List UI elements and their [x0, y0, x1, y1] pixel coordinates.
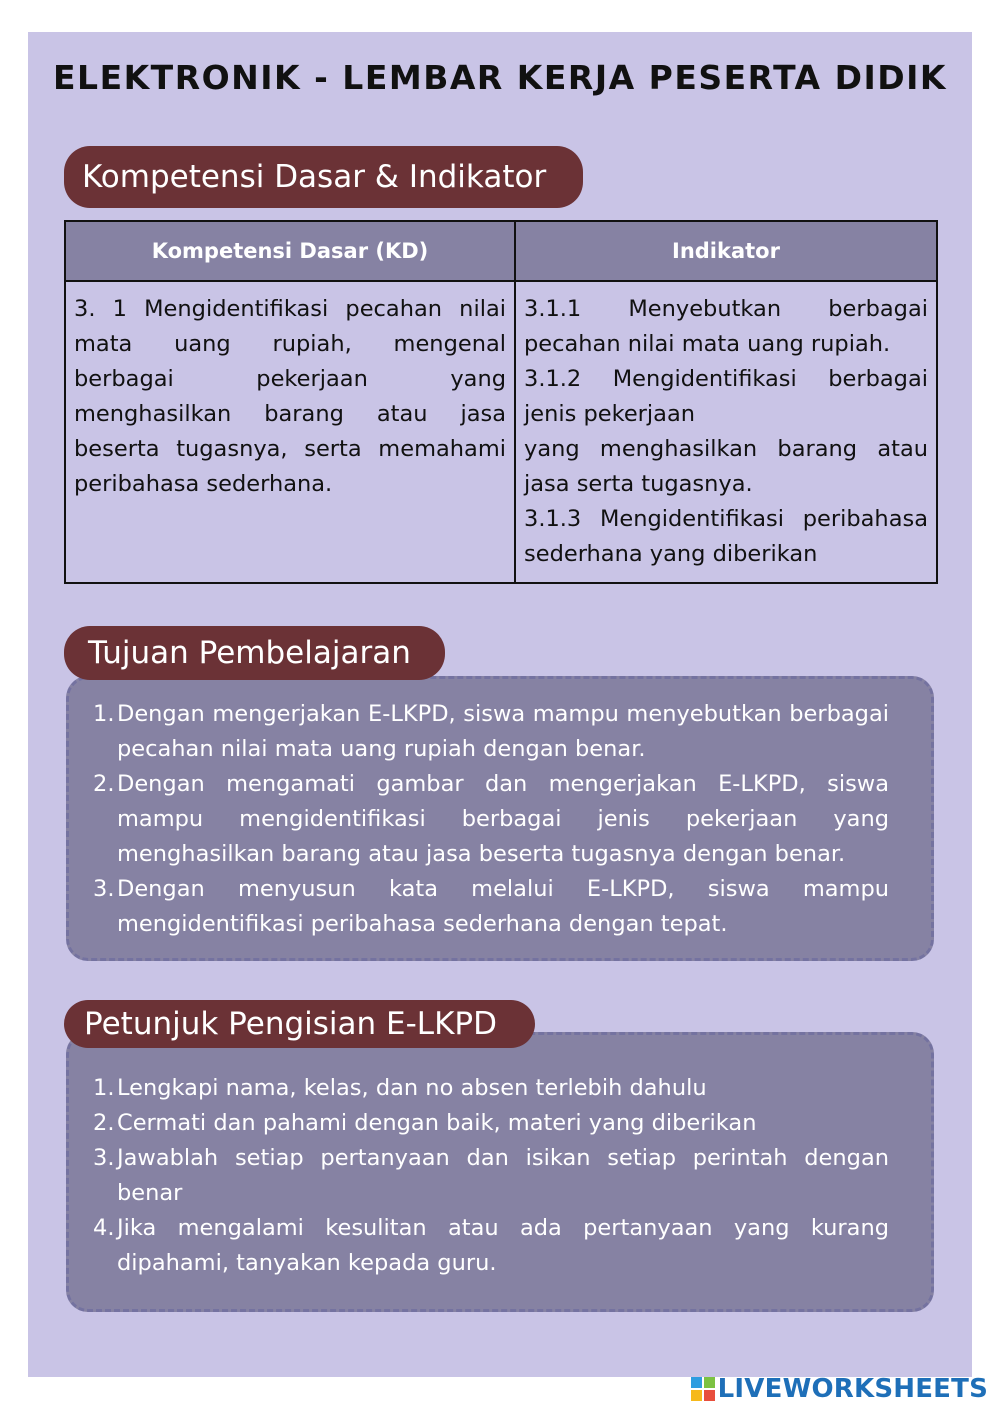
petunjuk-section-heading: [64, 1000, 535, 1048]
liveworksheets-logo[interactable]: [691, 1374, 988, 1404]
kd-section-heading: [64, 146, 583, 208]
tujuan-section-heading: [64, 626, 445, 680]
kd-table-header-row: [65, 221, 937, 281]
petunjuk-box: [66, 1032, 934, 1312]
indicator-line: 3.1.3 Mengidentifikasi peribahasa sederhana yang diberikan: [524, 506, 928, 567]
document-title: ELEKTRONIK - LEMBAR KERJA PESERTA DIDIK: [53, 58, 947, 97]
kd-section-heading-text: Kompetensi Dasar & Indikator: [82, 158, 547, 195]
petunjuk-section-heading-text: Petunjuk Pengisian E-LKPD: [84, 1005, 497, 1042]
indicator-line: 3.1.1 Menyebutkan berbagai pecahan nilai mata uang rupiah.: [524, 296, 928, 357]
list-item: 3. Jawablah setiap pertanyaan dan isikan setiap perintah dengan benar: [93, 1145, 889, 1206]
list-item: 1. Dengan mengerjakan E-LKPD, siswa mampu menyebutkan berbagai pecahan nilai mata uang rupiah dengan benar.: [93, 701, 889, 762]
kd-table-row: [65, 281, 937, 583]
liveworksheets-brand-text: LIVEWORKSHEETS: [717, 1374, 988, 1404]
list-item: 3. Dengan menyusun kata melalui E-LKPD, siswa mampu mengidentifikasi peribahasa sederhana dengan tepat.: [93, 876, 889, 937]
liveworksheets-icon: [691, 1377, 715, 1401]
tujuan-list: [69, 697, 931, 942]
tujuan-section-heading-text: Tujuan Pembelajaran: [88, 634, 411, 671]
list-item: 2. Dengan mengamati gambar dan mengerjakan E-LKPD, siswa mampu mengidentifikasi berbagai jenis pekerjaan yang menghasilkan barang atau jasa beserta tugasnya dengan benar.: [93, 771, 889, 867]
petunjuk-list: [69, 1071, 931, 1281]
kd-table: [64, 220, 938, 584]
indicator-line: 3.1.2 Mengidentifikasi berbagai jenis pekerjaan: [524, 366, 928, 427]
indicator-column-header: Indikator: [515, 221, 937, 281]
indicator-cell: [515, 281, 937, 583]
list-item: 2. Cermati dan pahami dengan baik, materi yang diberikan: [93, 1110, 757, 1136]
indicator-line: yang menghasilkan barang atau jasa serta tugasnya.: [524, 436, 928, 497]
kd-column-header: Kompetensi Dasar (KD): [65, 221, 515, 281]
tujuan-box: [66, 676, 934, 961]
list-item: 1. Lengkapi nama, kelas, dan no absen terlebih dahulu: [93, 1075, 707, 1101]
kd-cell: 3. 1 Mengidentifikasi pecahan nilai mata uang rupiah, mengenal berbagai pekerjaan yang menghasilkan barang atau jasa beserta tugasnya, serta memahami peribahasa sederhana.: [65, 281, 515, 583]
list-item: 4. Jika mengalami kesulitan atau ada pertanyaan yang kurang dipahami, tanyakan kepada guru.: [93, 1215, 889, 1276]
